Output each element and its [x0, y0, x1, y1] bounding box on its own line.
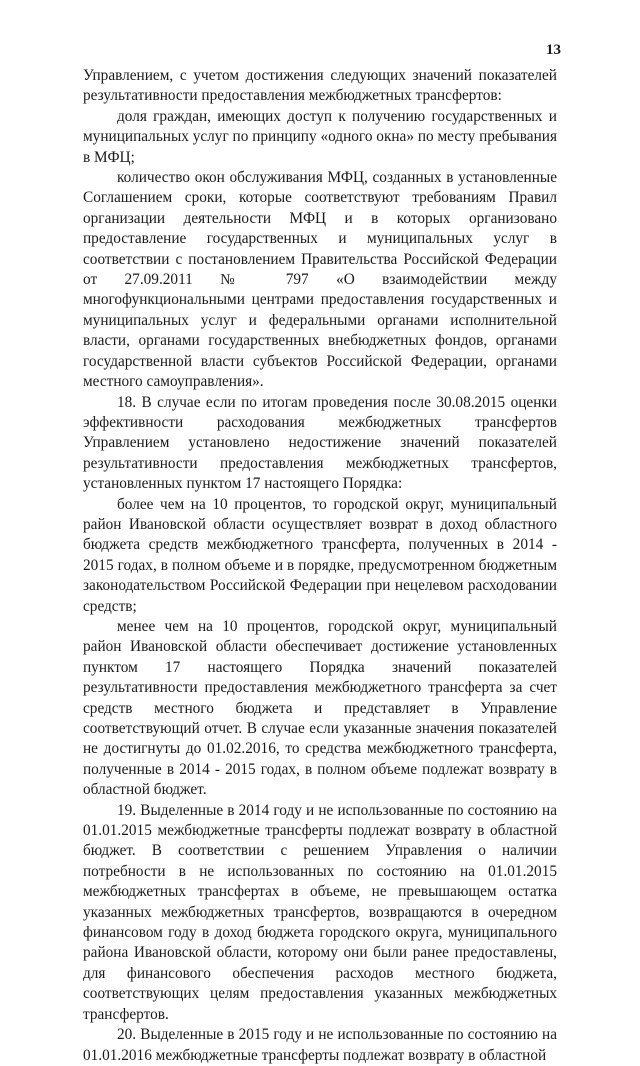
paragraph-indicator-windows-count: количество окон обслуживания МФЦ, созданных в установленные Соглашением сроки, которые соответствуют требованиям Правил организации деятельности МФЦ и в которых организовано предоставление государственных и муниципальных услуг в соответствии с постановлением Правительства Российской Федерации от 27.09.2011 № 797 «О взаимодействии между многофункциональными центрами предоставления государственных и муниципальных услуг и федеральными органами исполнительной власти, органами государственных внебюджетных фондов, органами государственной власти субъектов Российской Федерации, органами местного самоуправления».: [83, 169, 557, 391]
paragraph-less-than-10-percent: менее чем на 10 процентов, городской округ, муниципальный район Ивановской области обеспечивает достижение установленных пунктом 17 настоящего Порядка значений показателей результативности предоставления межбюджетного трансферта за счет средств местного бюджета и представляет в Управление соответствующий отчет. В случае если указанные значения показателей не достигнуты до 01.02.2016, то средства межбюджетного трансферта, полученные в 2014 - 2015 годах, в полном объеме подлежат возврату в областной бюджет.: [83, 617, 557, 799]
page-number: 13: [546, 42, 561, 58]
paragraph-clause-20: 20. Выделенные в 2015 году и не использованные по состоянию на 01.01.2016 межбюджетные трансферты подлежат возврату в областной: [83, 1026, 557, 1064]
paragraph-clause-18: 18. В случае если по итогам проведения после 30.08.2015 оценки эффективности расходования межбюджетных трансфертов Управлением установлено недостижение значений показателей результативности предоставления межбюджетных трансфертов, установленных пунктом 17 настоящего Порядка:: [83, 393, 557, 493]
paragraph-clause-19: 19. Выделенные в 2014 году и не использованные по состоянию на 01.01.2015 межбюджетные трансферты подлежат возврату в областной бюджет. В соответствии с решением Управления о наличии потребности в не использованных по состоянию на 01.01.2015 межбюджетных трансфертах в объеме, не превышающем остатка указанных межбюджетных трансфертов, возвращаются в очередном финансовом году в доход бюджета городского округа, муниципального района Ивановской области, которому они были ранее предоставлены, для финансового обеспечения расходов местного бюджета, соответствующих целям предоставления указанных межбюджетных трансфертов.: [83, 801, 557, 1023]
document-body: [83, 66, 557, 1066]
paragraph-more-than-10-percent: более чем на 10 процентов, то городской округ, муниципальный район Ивановской области осуществляет возврат в доход областного бюджета средств межбюджетного трансферта, полученных в 2014 - 2015 годах, в полном объеме и в порядке, предусмотренном бюджетным законодательством Российской Федерации при нецелевом расходовании средств;: [83, 495, 557, 615]
paragraph-indicator-citizens-share: доля граждан, имеющих доступ к получению государственных и муниципальных услуг по принципу «одного окна» по месту пребывания в МФЦ;: [83, 107, 557, 166]
paragraph-intro-continuation: Управлением, с учетом достижения следующих значений показателей результативности предоставления межбюджетных трансфертов:: [83, 67, 557, 105]
